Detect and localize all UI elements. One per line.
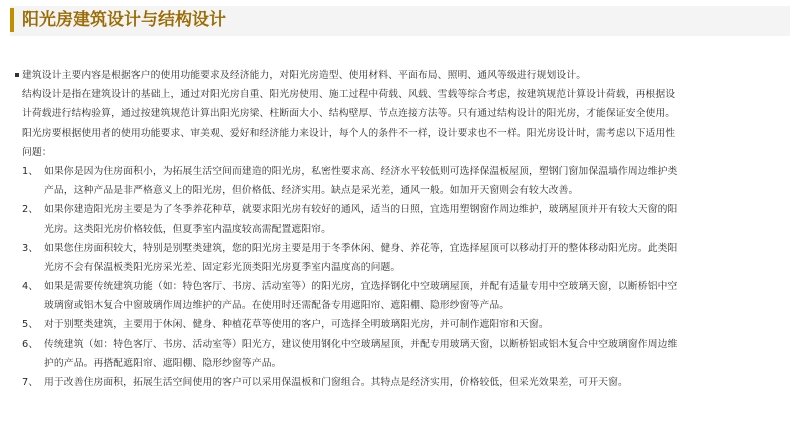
bullet-icon <box>15 73 19 77</box>
list-item <box>22 162 784 200</box>
list-item-text: 传统建筑（如：特色客厅、书房、活动室等）阳光方，建议使用钢化中空玻璃屋顶，并配专用玻璃天窗，以断桥铝或铝木复合中空玻璃窗作周边维 <box>44 338 678 350</box>
list-item-text: 如果你是因为住房面积小，为拓展生活空间而建造的阳光房，私密性要求高、经济水平较低则可选择保温板屋顶，塑钢门窗加保温墙作周边维护类 <box>44 165 678 177</box>
list-item-number: 5、 <box>22 319 39 331</box>
list-item-number: 4、 <box>22 281 39 293</box>
list-item-continuation: 玻璃窗或铝木复合中窗玻璃作周边维护的产品。在使用时还需配备专用遮阳帘、遮阳棚、隐形纱窗等产品。 <box>44 300 510 312</box>
list-item-text: 如果是需要传统建筑功能（如：特色客厅、书房、活动室等）的阳光房，宜选择钢化中空玻璃屋顶，并配有适量专用中空玻璃天窗，以断桥铝中空 <box>44 281 678 293</box>
list-item <box>22 200 784 238</box>
header-accent-bar <box>10 8 14 32</box>
intro-line: 计荷载进行结构验算，通过按建筑规范计算出阳光房梁、柱断面大小、结构壁厚、节点连接方法等。只有通过结构设计的阳光房，才能保证安全使用。 <box>22 108 676 120</box>
list-item-continuation: 光房不会有保温板类阳光房采光差、固定彩光顶类阳光房夏季室内温度高的问题。 <box>44 261 401 273</box>
list-item-text: 用于改善住房面积，拓展生活空间使用的客户可以采用保温板和门窗组合。其特点是经济实用，价格较低，但采光效果差，可开天窗。 <box>44 377 628 388</box>
list-item <box>22 277 784 315</box>
list-item-number: 7、 <box>22 377 39 388</box>
intro-line: 阳光房要根据使用者的使用功能要求、审美观、爱好和经济能力来设计，每个人的条件不一样，设计要求也不一样。阳光房设计时，需考虑以下适用性 <box>22 127 676 139</box>
intro-line: 结构设计是指在建筑设计的基础上，通过对阳光房自重、阳光房使用、施工过程中荷载、风载、雪载等综合考虑，按建筑规范计算设计荷载，再根据设 <box>22 89 676 101</box>
list-item-continuation: 产品，这种产品是非严格意义上的阳光房，但价格低、经济实用。缺点是采光差，通风一般。如加开天窗则会有较大改善。 <box>44 185 579 197</box>
list-item-text: 对于别墅类建筑，主要用于休闲、健身、种植花草等使用的客户，可选择全明玻璃阳光房，并可制作遮阳帘和天窗。 <box>44 319 549 331</box>
list-item <box>22 373 784 392</box>
list-item-number: 1、 <box>22 165 39 177</box>
intro-paragraph <box>22 66 784 162</box>
list-item <box>22 315 784 334</box>
list-item <box>22 335 784 373</box>
intro-line: 建筑设计主要内容是根据客户的使用功能要求及经济能力，对阳光房造型、使用材料、平面布局、照明、通风等级进行规划设计。 <box>22 70 587 81</box>
list-item <box>22 239 784 277</box>
list-item-continuation: 护的产品。再搭配遮阳帘、遮阳棚、隐形纱窗等产品。 <box>44 357 282 369</box>
section-header <box>10 6 790 36</box>
list-item-text: 如果你建造阳光房主要是为了冬季养花种草，就要求阳光房有较好的通风，适当的日照，宜选用塑钢窗作周边维护，玻璃屋顶并开有较大天窗的阳 <box>44 204 678 216</box>
page-title: 阳光房建筑设计与结构设计 <box>22 10 226 30</box>
list-item-text: 如果您住房面积较大，特别是别墅类建筑，您的阳光房主要是用于冬季休闲、健身、养花等，宜选择屋顶可以移动打开的整体移动阳光房。此类阳 <box>44 242 678 254</box>
list-item-number: 3、 <box>22 242 39 254</box>
article-body <box>22 66 784 392</box>
intro-line: 问题： <box>22 146 52 158</box>
list-item-number: 6、 <box>22 338 39 350</box>
list-item-number: 2、 <box>22 204 39 216</box>
list-item-continuation: 光房。这类阳光房价格较低，但夏季室内温度较高需配置遮阳帘。 <box>44 223 332 235</box>
